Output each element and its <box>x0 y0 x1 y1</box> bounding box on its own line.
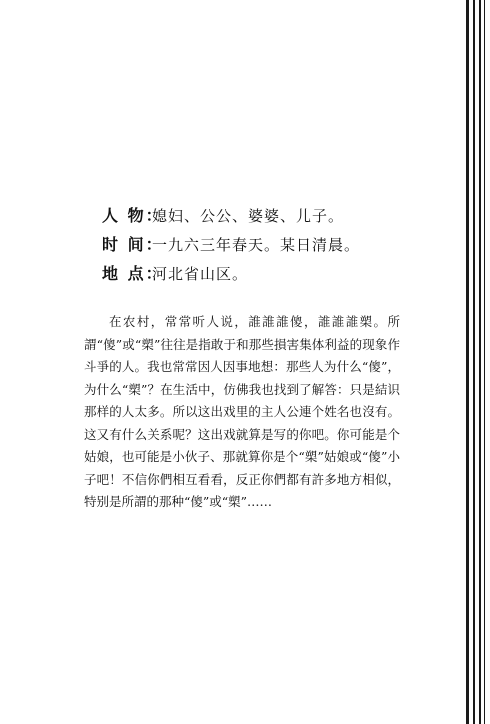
place-label: 地 点： <box>102 264 164 283</box>
characters-value: 媳妇、公公、婆婆、儿子。 <box>152 207 345 225</box>
cast-row-characters <box>102 203 442 232</box>
page-binding-line <box>466 0 469 724</box>
characters-label: 人 物： <box>102 206 164 225</box>
page-binding-line <box>473 0 475 724</box>
page-binding-line <box>484 0 485 724</box>
intro-paragraph: 在农村，常常听人说，誰誰誰傻，誰誰誰槊。所謂“傻”或“槊”往往是指敢于和那些損害集体利益的现象作斗爭的人。我也常常因人因事地想：那些人为什么“傻”，为什么“槊”？在生活中，仿佛我也找到了解答：只是結识那样的人太多。所以这出戏里的主人公連个姓名也沒有。这又有什么关系呢？这出戏就算是写的你吧。你可能是个姑娘，也可能是小伙子、那就算你是个“槊”姑娘或“傻”小子吧！不信你們相互看看，反正你們都有許多地方相似，特别是所謂的那种“傻”或“槊”…… <box>84 314 400 509</box>
intro-section <box>84 311 400 514</box>
page-binding-line <box>479 0 481 724</box>
cast-row-time <box>102 232 442 261</box>
time-label: 时 间： <box>102 235 164 254</box>
cast-list <box>102 203 442 290</box>
place-value: 河北省山区。 <box>152 265 249 283</box>
time-value: 一九六三年春天。某日清晨。 <box>152 236 361 254</box>
cast-row-place <box>102 261 442 290</box>
